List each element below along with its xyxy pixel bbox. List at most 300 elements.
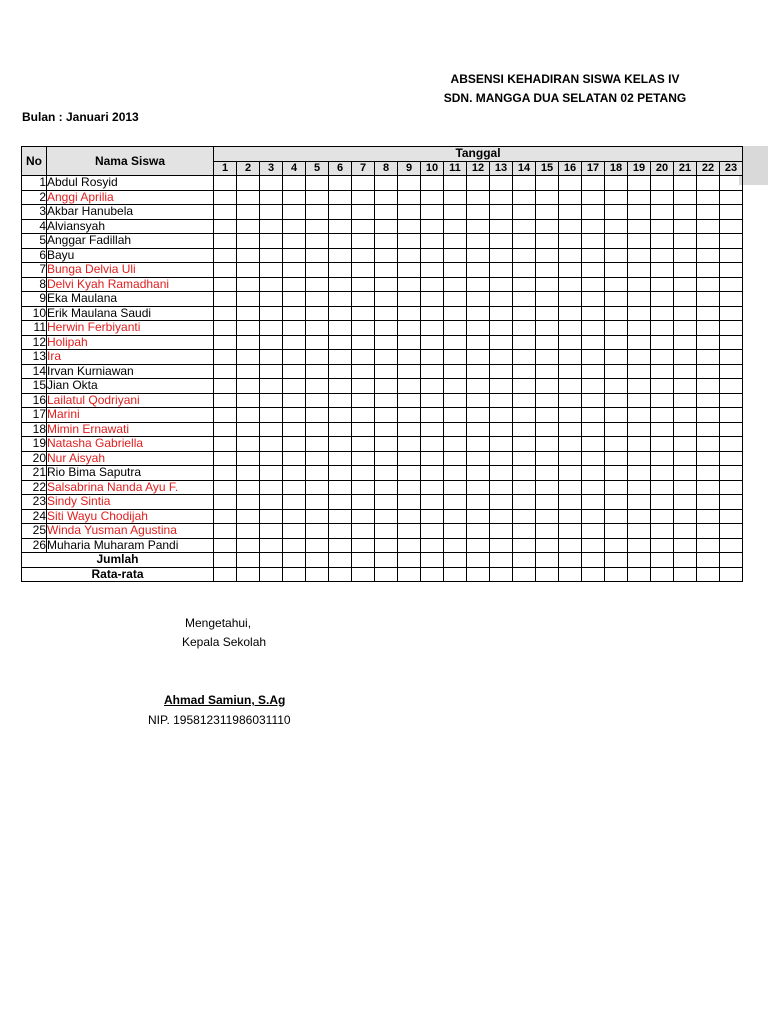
attendance-cell[interactable] <box>398 509 421 524</box>
attendance-cell[interactable] <box>375 437 398 452</box>
attendance-cell[interactable] <box>674 379 697 394</box>
attendance-cell[interactable] <box>398 437 421 452</box>
attendance-cell[interactable] <box>237 379 260 394</box>
attendance-cell[interactable] <box>674 321 697 336</box>
attendance-cell[interactable] <box>260 335 283 350</box>
attendance-cell[interactable] <box>605 263 628 278</box>
attendance-cell[interactable] <box>329 509 352 524</box>
attendance-cell[interactable] <box>237 538 260 553</box>
attendance-cell[interactable] <box>490 364 513 379</box>
jumlah-cell[interactable] <box>651 553 674 568</box>
attendance-cell[interactable] <box>398 205 421 220</box>
attendance-cell[interactable] <box>214 190 237 205</box>
rata-rata-cell[interactable] <box>283 567 306 582</box>
attendance-cell[interactable] <box>260 393 283 408</box>
attendance-cell[interactable] <box>720 437 743 452</box>
attendance-cell[interactable] <box>306 248 329 263</box>
attendance-cell[interactable] <box>398 306 421 321</box>
attendance-cell[interactable] <box>421 524 444 539</box>
attendance-cell[interactable] <box>444 248 467 263</box>
attendance-cell[interactable] <box>513 335 536 350</box>
attendance-cell[interactable] <box>283 306 306 321</box>
attendance-cell[interactable] <box>513 379 536 394</box>
attendance-cell[interactable] <box>605 379 628 394</box>
attendance-cell[interactable] <box>421 350 444 365</box>
attendance-cell[interactable] <box>605 321 628 336</box>
attendance-cell[interactable] <box>329 219 352 234</box>
attendance-cell[interactable] <box>467 364 490 379</box>
attendance-cell[interactable] <box>490 205 513 220</box>
attendance-cell[interactable] <box>306 495 329 510</box>
attendance-cell[interactable] <box>513 451 536 466</box>
attendance-cell[interactable] <box>720 524 743 539</box>
attendance-cell[interactable] <box>559 437 582 452</box>
attendance-cell[interactable] <box>559 335 582 350</box>
attendance-cell[interactable] <box>697 437 720 452</box>
attendance-cell[interactable] <box>260 422 283 437</box>
attendance-cell[interactable] <box>490 321 513 336</box>
rata-rata-cell[interactable] <box>582 567 605 582</box>
attendance-cell[interactable] <box>398 466 421 481</box>
attendance-cell[interactable] <box>697 509 720 524</box>
attendance-cell[interactable] <box>444 422 467 437</box>
attendance-cell[interactable] <box>214 466 237 481</box>
attendance-cell[interactable] <box>375 190 398 205</box>
attendance-cell[interactable] <box>214 524 237 539</box>
attendance-cell[interactable] <box>490 292 513 307</box>
attendance-cell[interactable] <box>467 437 490 452</box>
attendance-cell[interactable] <box>697 321 720 336</box>
attendance-cell[interactable] <box>582 350 605 365</box>
attendance-cell[interactable] <box>582 466 605 481</box>
jumlah-cell[interactable] <box>329 553 352 568</box>
attendance-cell[interactable] <box>306 176 329 191</box>
attendance-cell[interactable] <box>214 437 237 452</box>
attendance-cell[interactable] <box>421 364 444 379</box>
attendance-cell[interactable] <box>651 451 674 466</box>
attendance-cell[interactable] <box>490 248 513 263</box>
attendance-cell[interactable] <box>421 509 444 524</box>
attendance-cell[interactable] <box>628 509 651 524</box>
attendance-cell[interactable] <box>674 437 697 452</box>
attendance-cell[interactable] <box>467 495 490 510</box>
attendance-cell[interactable] <box>352 495 375 510</box>
attendance-cell[interactable] <box>513 176 536 191</box>
attendance-cell[interactable] <box>329 190 352 205</box>
attendance-cell[interactable] <box>444 277 467 292</box>
attendance-cell[interactable] <box>674 176 697 191</box>
attendance-cell[interactable] <box>398 393 421 408</box>
attendance-cell[interactable] <box>398 292 421 307</box>
attendance-cell[interactable] <box>513 393 536 408</box>
attendance-cell[interactable] <box>237 509 260 524</box>
attendance-cell[interactable] <box>582 306 605 321</box>
attendance-cell[interactable] <box>536 248 559 263</box>
attendance-cell[interactable] <box>237 205 260 220</box>
attendance-cell[interactable] <box>674 524 697 539</box>
attendance-cell[interactable] <box>651 190 674 205</box>
attendance-cell[interactable] <box>628 538 651 553</box>
attendance-cell[interactable] <box>582 263 605 278</box>
attendance-cell[interactable] <box>237 277 260 292</box>
rata-rata-cell[interactable] <box>720 567 743 582</box>
attendance-cell[interactable] <box>628 350 651 365</box>
attendance-cell[interactable] <box>628 321 651 336</box>
attendance-cell[interactable] <box>674 292 697 307</box>
attendance-cell[interactable] <box>214 538 237 553</box>
attendance-cell[interactable] <box>467 190 490 205</box>
attendance-cell[interactable] <box>306 364 329 379</box>
attendance-cell[interactable] <box>490 538 513 553</box>
attendance-cell[interactable] <box>375 321 398 336</box>
attendance-cell[interactable] <box>260 350 283 365</box>
attendance-cell[interactable] <box>605 205 628 220</box>
attendance-cell[interactable] <box>329 524 352 539</box>
attendance-cell[interactable] <box>582 495 605 510</box>
attendance-cell[interactable] <box>306 524 329 539</box>
attendance-cell[interactable] <box>260 466 283 481</box>
attendance-cell[interactable] <box>467 277 490 292</box>
attendance-cell[interactable] <box>697 234 720 249</box>
attendance-cell[interactable] <box>720 451 743 466</box>
attendance-cell[interactable] <box>605 437 628 452</box>
attendance-cell[interactable] <box>306 466 329 481</box>
attendance-cell[interactable] <box>214 248 237 263</box>
attendance-cell[interactable] <box>237 437 260 452</box>
attendance-cell[interactable] <box>375 451 398 466</box>
attendance-cell[interactable] <box>536 408 559 423</box>
attendance-cell[interactable] <box>536 219 559 234</box>
attendance-cell[interactable] <box>352 393 375 408</box>
attendance-cell[interactable] <box>513 277 536 292</box>
attendance-cell[interactable] <box>467 538 490 553</box>
attendance-cell[interactable] <box>582 379 605 394</box>
attendance-cell[interactable] <box>352 190 375 205</box>
attendance-cell[interactable] <box>329 451 352 466</box>
jumlah-cell[interactable] <box>720 553 743 568</box>
attendance-cell[interactable] <box>214 393 237 408</box>
attendance-cell[interactable] <box>329 480 352 495</box>
attendance-cell[interactable] <box>444 393 467 408</box>
attendance-cell[interactable] <box>490 524 513 539</box>
attendance-cell[interactable] <box>375 350 398 365</box>
attendance-cell[interactable] <box>444 176 467 191</box>
attendance-cell[interactable] <box>490 480 513 495</box>
attendance-cell[interactable] <box>283 393 306 408</box>
attendance-cell[interactable] <box>375 509 398 524</box>
attendance-cell[interactable] <box>214 321 237 336</box>
attendance-cell[interactable] <box>674 277 697 292</box>
attendance-cell[interactable] <box>582 480 605 495</box>
attendance-cell[interactable] <box>513 248 536 263</box>
attendance-cell[interactable] <box>352 408 375 423</box>
attendance-cell[interactable] <box>582 335 605 350</box>
jumlah-cell[interactable] <box>260 553 283 568</box>
attendance-cell[interactable] <box>237 248 260 263</box>
attendance-cell[interactable] <box>697 364 720 379</box>
attendance-cell[interactable] <box>352 248 375 263</box>
jumlah-cell[interactable] <box>559 553 582 568</box>
attendance-cell[interactable] <box>444 480 467 495</box>
jumlah-cell[interactable] <box>582 553 605 568</box>
attendance-cell[interactable] <box>513 219 536 234</box>
attendance-cell[interactable] <box>237 393 260 408</box>
attendance-cell[interactable] <box>559 190 582 205</box>
attendance-cell[interactable] <box>536 321 559 336</box>
attendance-cell[interactable] <box>283 248 306 263</box>
attendance-cell[interactable] <box>651 408 674 423</box>
attendance-cell[interactable] <box>559 408 582 423</box>
attendance-cell[interactable] <box>421 263 444 278</box>
attendance-cell[interactable] <box>467 509 490 524</box>
attendance-cell[interactable] <box>283 379 306 394</box>
attendance-cell[interactable] <box>720 190 743 205</box>
attendance-cell[interactable] <box>214 306 237 321</box>
attendance-cell[interactable] <box>559 234 582 249</box>
attendance-cell[interactable] <box>559 509 582 524</box>
attendance-cell[interactable] <box>628 451 651 466</box>
attendance-cell[interactable] <box>628 379 651 394</box>
attendance-cell[interactable] <box>467 292 490 307</box>
attendance-cell[interactable] <box>306 437 329 452</box>
attendance-cell[interactable] <box>582 408 605 423</box>
attendance-cell[interactable] <box>467 350 490 365</box>
attendance-cell[interactable] <box>237 234 260 249</box>
attendance-cell[interactable] <box>720 248 743 263</box>
attendance-cell[interactable] <box>352 306 375 321</box>
attendance-cell[interactable] <box>306 190 329 205</box>
attendance-cell[interactable] <box>398 321 421 336</box>
attendance-cell[interactable] <box>352 466 375 481</box>
attendance-cell[interactable] <box>375 263 398 278</box>
attendance-cell[interactable] <box>559 306 582 321</box>
attendance-cell[interactable] <box>536 495 559 510</box>
attendance-cell[interactable] <box>467 422 490 437</box>
attendance-cell[interactable] <box>306 205 329 220</box>
attendance-cell[interactable] <box>421 379 444 394</box>
attendance-cell[interactable] <box>260 408 283 423</box>
attendance-cell[interactable] <box>214 176 237 191</box>
attendance-cell[interactable] <box>490 176 513 191</box>
attendance-cell[interactable] <box>490 234 513 249</box>
attendance-cell[interactable] <box>421 277 444 292</box>
attendance-cell[interactable] <box>674 350 697 365</box>
attendance-cell[interactable] <box>352 509 375 524</box>
attendance-cell[interactable] <box>214 263 237 278</box>
attendance-cell[interactable] <box>628 466 651 481</box>
attendance-cell[interactable] <box>697 393 720 408</box>
attendance-cell[interactable] <box>306 408 329 423</box>
attendance-cell[interactable] <box>421 219 444 234</box>
attendance-cell[interactable] <box>490 335 513 350</box>
attendance-cell[interactable] <box>467 234 490 249</box>
attendance-cell[interactable] <box>628 480 651 495</box>
attendance-cell[interactable] <box>536 335 559 350</box>
attendance-cell[interactable] <box>329 306 352 321</box>
attendance-cell[interactable] <box>628 292 651 307</box>
attendance-cell[interactable] <box>329 263 352 278</box>
attendance-cell[interactable] <box>260 205 283 220</box>
attendance-cell[interactable] <box>490 408 513 423</box>
attendance-cell[interactable] <box>444 335 467 350</box>
attendance-cell[interactable] <box>375 292 398 307</box>
attendance-cell[interactable] <box>513 509 536 524</box>
attendance-cell[interactable] <box>651 219 674 234</box>
attendance-cell[interactable] <box>398 408 421 423</box>
attendance-cell[interactable] <box>720 538 743 553</box>
attendance-cell[interactable] <box>674 205 697 220</box>
attendance-cell[interactable] <box>306 306 329 321</box>
attendance-cell[interactable] <box>421 480 444 495</box>
attendance-cell[interactable] <box>720 321 743 336</box>
attendance-cell[interactable] <box>582 234 605 249</box>
attendance-cell[interactable] <box>628 205 651 220</box>
attendance-cell[interactable] <box>536 350 559 365</box>
attendance-cell[interactable] <box>329 408 352 423</box>
attendance-cell[interactable] <box>398 480 421 495</box>
attendance-cell[interactable] <box>559 219 582 234</box>
attendance-cell[interactable] <box>329 335 352 350</box>
attendance-cell[interactable] <box>421 495 444 510</box>
attendance-cell[interactable] <box>237 219 260 234</box>
attendance-cell[interactable] <box>260 364 283 379</box>
attendance-cell[interactable] <box>237 480 260 495</box>
attendance-cell[interactable] <box>513 364 536 379</box>
attendance-cell[interactable] <box>467 480 490 495</box>
attendance-cell[interactable] <box>651 422 674 437</box>
attendance-cell[interactable] <box>375 538 398 553</box>
attendance-cell[interactable] <box>375 408 398 423</box>
attendance-cell[interactable] <box>697 248 720 263</box>
attendance-cell[interactable] <box>214 292 237 307</box>
attendance-cell[interactable] <box>375 248 398 263</box>
attendance-cell[interactable] <box>674 509 697 524</box>
attendance-cell[interactable] <box>444 306 467 321</box>
rata-rata-cell[interactable] <box>490 567 513 582</box>
attendance-cell[interactable] <box>651 393 674 408</box>
attendance-cell[interactable] <box>628 393 651 408</box>
attendance-cell[interactable] <box>674 393 697 408</box>
attendance-cell[interactable] <box>674 480 697 495</box>
attendance-cell[interactable] <box>513 524 536 539</box>
attendance-cell[interactable] <box>329 437 352 452</box>
attendance-cell[interactable] <box>283 408 306 423</box>
attendance-cell[interactable] <box>352 480 375 495</box>
attendance-cell[interactable] <box>605 480 628 495</box>
attendance-cell[interactable] <box>260 234 283 249</box>
attendance-cell[interactable] <box>674 306 697 321</box>
attendance-cell[interactable] <box>513 292 536 307</box>
attendance-cell[interactable] <box>559 350 582 365</box>
attendance-cell[interactable] <box>283 509 306 524</box>
attendance-cell[interactable] <box>306 219 329 234</box>
jumlah-cell[interactable] <box>605 553 628 568</box>
attendance-cell[interactable] <box>329 466 352 481</box>
attendance-cell[interactable] <box>444 263 467 278</box>
jumlah-cell[interactable] <box>214 553 237 568</box>
attendance-cell[interactable] <box>444 219 467 234</box>
attendance-cell[interactable] <box>559 393 582 408</box>
rata-rata-cell[interactable] <box>260 567 283 582</box>
attendance-cell[interactable] <box>605 451 628 466</box>
attendance-cell[interactable] <box>214 379 237 394</box>
attendance-cell[interactable] <box>674 248 697 263</box>
attendance-cell[interactable] <box>444 509 467 524</box>
attendance-cell[interactable] <box>214 219 237 234</box>
attendance-cell[interactable] <box>283 437 306 452</box>
attendance-cell[interactable] <box>444 451 467 466</box>
attendance-cell[interactable] <box>651 350 674 365</box>
attendance-cell[interactable] <box>720 205 743 220</box>
attendance-cell[interactable] <box>490 263 513 278</box>
rata-rata-cell[interactable] <box>536 567 559 582</box>
attendance-cell[interactable] <box>651 306 674 321</box>
attendance-cell[interactable] <box>536 234 559 249</box>
attendance-cell[interactable] <box>467 524 490 539</box>
attendance-cell[interactable] <box>306 451 329 466</box>
attendance-cell[interactable] <box>467 451 490 466</box>
attendance-cell[interactable] <box>651 524 674 539</box>
attendance-cell[interactable] <box>582 277 605 292</box>
attendance-cell[interactable] <box>306 335 329 350</box>
attendance-cell[interactable] <box>352 422 375 437</box>
rata-rata-cell[interactable] <box>559 567 582 582</box>
attendance-cell[interactable] <box>352 364 375 379</box>
attendance-cell[interactable] <box>559 379 582 394</box>
attendance-cell[interactable] <box>513 190 536 205</box>
attendance-cell[interactable] <box>697 263 720 278</box>
attendance-cell[interactable] <box>628 234 651 249</box>
attendance-cell[interactable] <box>559 176 582 191</box>
attendance-cell[interactable] <box>628 422 651 437</box>
attendance-cell[interactable] <box>398 364 421 379</box>
rata-rata-cell[interactable] <box>375 567 398 582</box>
attendance-cell[interactable] <box>237 495 260 510</box>
attendance-cell[interactable] <box>605 495 628 510</box>
attendance-cell[interactable] <box>421 176 444 191</box>
attendance-cell[interactable] <box>444 350 467 365</box>
attendance-cell[interactable] <box>260 248 283 263</box>
attendance-cell[interactable] <box>490 350 513 365</box>
jumlah-cell[interactable] <box>237 553 260 568</box>
attendance-cell[interactable] <box>628 263 651 278</box>
attendance-cell[interactable] <box>536 379 559 394</box>
attendance-cell[interactable] <box>674 408 697 423</box>
attendance-cell[interactable] <box>490 466 513 481</box>
jumlah-cell[interactable] <box>398 553 421 568</box>
attendance-cell[interactable] <box>559 364 582 379</box>
attendance-cell[interactable] <box>490 495 513 510</box>
attendance-cell[interactable] <box>283 538 306 553</box>
attendance-cell[interactable] <box>720 335 743 350</box>
attendance-cell[interactable] <box>237 466 260 481</box>
attendance-cell[interactable] <box>651 495 674 510</box>
attendance-cell[interactable] <box>720 379 743 394</box>
attendance-cell[interactable] <box>536 292 559 307</box>
attendance-cell[interactable] <box>536 509 559 524</box>
attendance-cell[interactable] <box>559 277 582 292</box>
attendance-cell[interactable] <box>720 277 743 292</box>
rata-rata-cell[interactable] <box>697 567 720 582</box>
attendance-cell[interactable] <box>697 350 720 365</box>
attendance-cell[interactable] <box>283 263 306 278</box>
attendance-cell[interactable] <box>398 422 421 437</box>
attendance-cell[interactable] <box>421 422 444 437</box>
attendance-cell[interactable] <box>306 234 329 249</box>
attendance-cell[interactable] <box>513 205 536 220</box>
attendance-cell[interactable] <box>582 205 605 220</box>
attendance-cell[interactable] <box>536 437 559 452</box>
